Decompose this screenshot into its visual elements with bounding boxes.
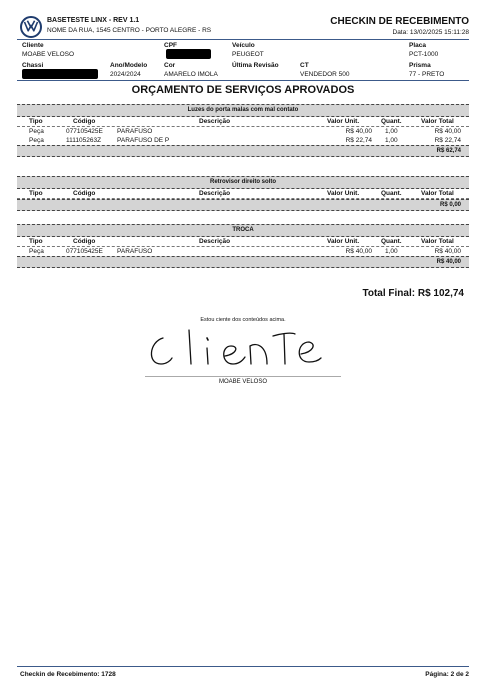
col-valor-unit: Valor Unit. bbox=[327, 118, 360, 125]
cell-valor-total: R$ 40,00 bbox=[434, 248, 461, 255]
cell-quant: 1,00 bbox=[385, 248, 398, 255]
total-final: Total Final: R$ 102,74 bbox=[362, 288, 464, 299]
group-total: R$ 0,00 bbox=[17, 199, 469, 211]
footer-checkin-number: Checkin de Recebimento: 1728 bbox=[20, 671, 116, 678]
service-group bbox=[17, 176, 469, 211]
ct-label: CT bbox=[300, 62, 309, 69]
veiculo-value: PEUGEOT bbox=[232, 51, 264, 58]
volkswagen-logo bbox=[20, 16, 42, 38]
table-row bbox=[17, 127, 469, 136]
cell-valor-total: R$ 22,74 bbox=[434, 137, 461, 144]
cor-label: Cor bbox=[164, 62, 176, 69]
group-title: TROCA bbox=[17, 224, 469, 237]
veiculo-label: Veículo bbox=[232, 42, 255, 49]
document-date: Data: 13/02/2025 15:11:28 bbox=[392, 29, 469, 36]
service-group bbox=[17, 224, 469, 268]
col-valor-total: Valor Total bbox=[421, 118, 454, 125]
footer-divider bbox=[17, 666, 469, 667]
cell-codigo: 111105263Z bbox=[66, 137, 102, 144]
col-quant: Quant. bbox=[381, 118, 402, 125]
col-tipo: Tipo bbox=[29, 118, 43, 125]
cpf-label: CPF bbox=[164, 42, 177, 49]
cell-descricao: PARAFUSO DE P bbox=[117, 137, 170, 144]
placa-label: Placa bbox=[409, 42, 426, 49]
ano-value: 2024/2024 bbox=[110, 71, 141, 78]
cell-quant: 1,00 bbox=[385, 128, 398, 135]
col-descricao: Descrição bbox=[199, 190, 231, 197]
table-header bbox=[17, 117, 469, 127]
footer-page-number: Página: 2 de 2 bbox=[425, 671, 469, 678]
main-title: ORÇAMENTO DE SERVIÇOS APROVADOS bbox=[131, 84, 355, 96]
document-title: CHECKIN DE RECEBIMENTO bbox=[330, 16, 469, 27]
table-header bbox=[17, 189, 469, 199]
placa-value: PCT-1000 bbox=[409, 51, 439, 58]
col-quant: Quant. bbox=[381, 238, 402, 245]
cpf-redaction bbox=[166, 49, 211, 59]
info-divider bbox=[17, 80, 469, 81]
cor-value: AMARELO IMOLA bbox=[164, 71, 218, 78]
revisao-label: Última Revisão bbox=[232, 62, 279, 69]
col-descricao: Descrição bbox=[199, 238, 231, 245]
signature-image bbox=[145, 324, 335, 376]
group-title: Retrovisor direito solto bbox=[17, 176, 469, 189]
cell-tipo: Peça bbox=[29, 248, 44, 255]
col-codigo: Código bbox=[73, 238, 96, 245]
cell-tipo: Peça bbox=[29, 137, 44, 144]
cell-valor-unit: R$ 22,74 bbox=[345, 137, 372, 144]
company-address: NOME DA RUA, 1545 CENTRO - PORTO ALEGRE - RS bbox=[47, 27, 212, 34]
cell-descricao: PARAFUSO bbox=[117, 248, 153, 255]
cell-tipo: Peça bbox=[29, 128, 44, 135]
group-title: Luzes do porta malas com mal contato bbox=[17, 104, 469, 117]
col-valor-total: Valor Total bbox=[421, 238, 454, 245]
col-descricao: Descrição bbox=[199, 118, 231, 125]
cell-valor-total: R$ 40,00 bbox=[434, 128, 461, 135]
service-group bbox=[17, 104, 469, 157]
col-valor-unit: Valor Unit. bbox=[327, 238, 360, 245]
group-total: R$ 40,00 bbox=[17, 256, 469, 268]
ano-label: Ano/Modelo bbox=[110, 62, 148, 69]
cell-quant: 1,00 bbox=[385, 137, 398, 144]
cliente-value: MOABE VELOSO bbox=[22, 51, 75, 58]
cell-valor-unit: R$ 40,00 bbox=[345, 128, 372, 135]
col-valor-total: Valor Total bbox=[421, 190, 454, 197]
table-row bbox=[17, 247, 469, 256]
col-tipo: Tipo bbox=[29, 238, 43, 245]
header-divider bbox=[17, 39, 469, 40]
col-valor-unit: Valor Unit. bbox=[327, 190, 360, 197]
cell-codigo: 077105425E bbox=[66, 248, 103, 255]
table-header bbox=[17, 237, 469, 247]
chassi-label: Chassi bbox=[22, 62, 44, 69]
signature-name: MOABE VELOSO bbox=[218, 379, 267, 385]
chassi-redaction bbox=[22, 69, 98, 79]
cliente-label: Cliente bbox=[22, 42, 44, 49]
col-codigo: Código bbox=[73, 190, 96, 197]
cell-descricao: PARAFUSO bbox=[117, 128, 153, 135]
group-total: R$ 62,74 bbox=[17, 145, 469, 157]
col-quant: Quant. bbox=[381, 190, 402, 197]
table-row bbox=[17, 136, 469, 145]
cell-valor-unit: R$ 40,00 bbox=[345, 248, 372, 255]
prisma-value: 77 - PRETO bbox=[409, 71, 445, 78]
prisma-label: Prisma bbox=[409, 62, 431, 69]
company-name: BASETESTE LINX - REV 1.1 bbox=[47, 17, 140, 24]
signature-line bbox=[145, 376, 341, 377]
cell-codigo: 077105425E bbox=[66, 128, 103, 135]
col-codigo: Código bbox=[73, 118, 96, 125]
col-tipo: Tipo bbox=[29, 190, 43, 197]
acknowledgement-text: Estou ciente dos conteúdos acima. bbox=[200, 317, 286, 323]
ct-value: VENDEDOR 500 bbox=[300, 71, 350, 78]
